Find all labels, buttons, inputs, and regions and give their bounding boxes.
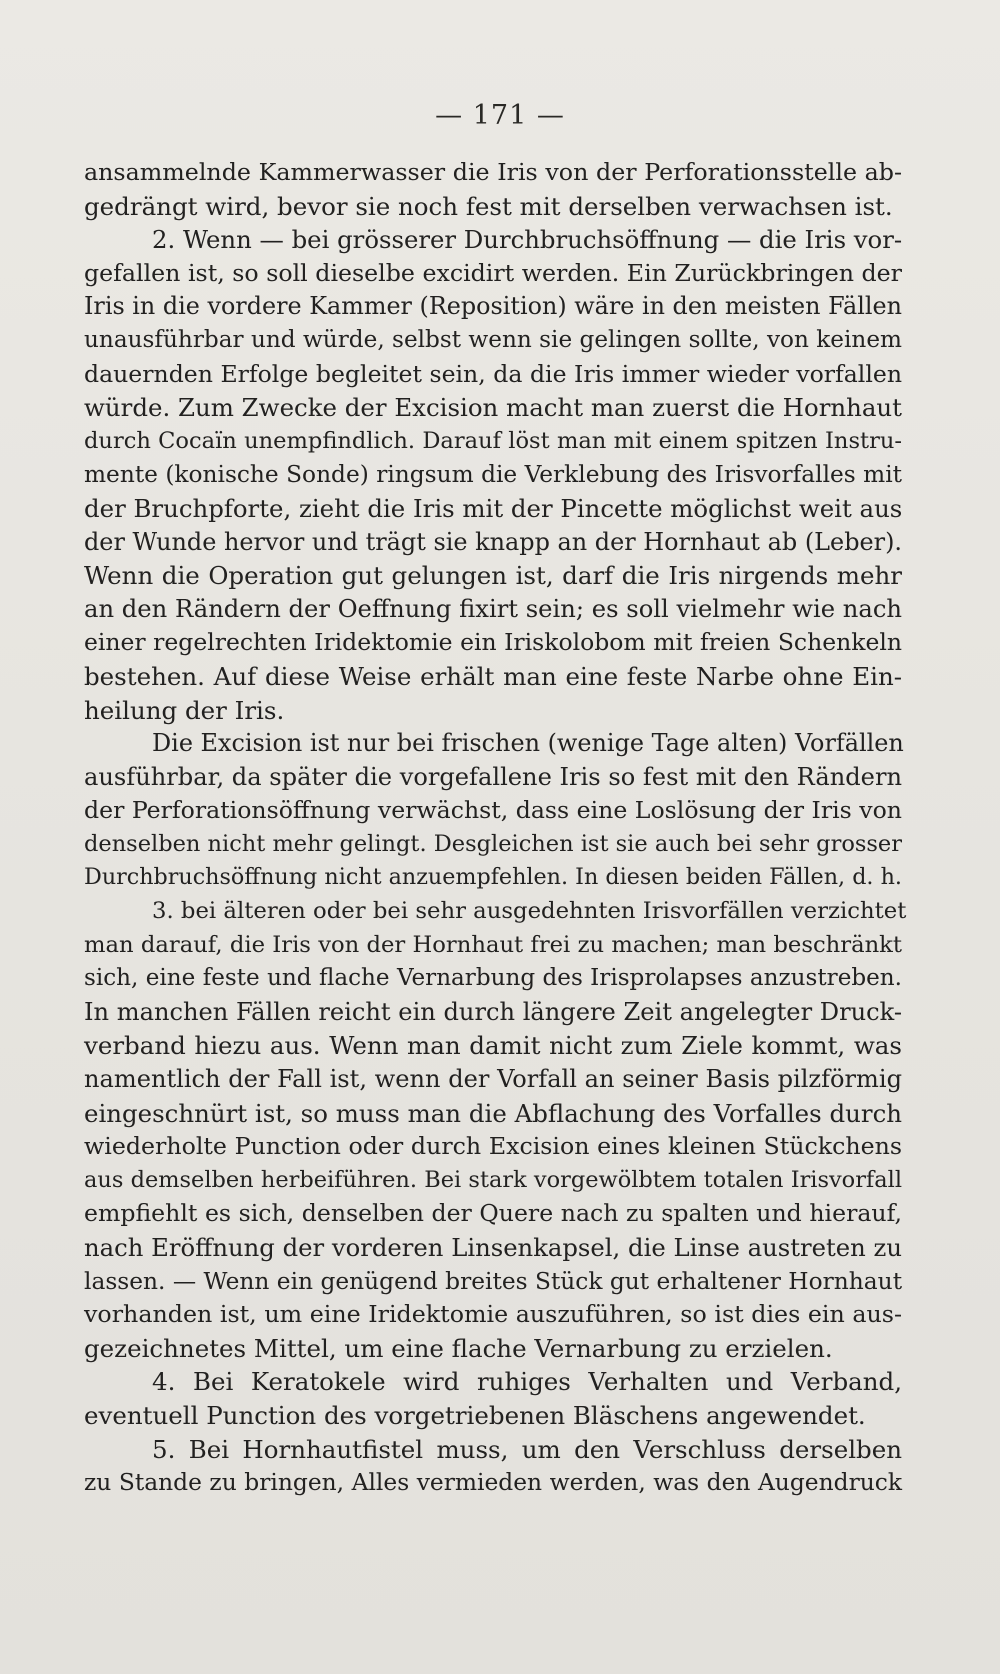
text-line: heilung der Iris. bbox=[84, 695, 285, 725]
text-line: aus demselben herbeiführen. Bei stark vorgewölbtem totalen Irisvorfall bbox=[84, 1166, 902, 1193]
text-line: man darauf, die Iris von der Hornhaut frei zu machen; man beschränkt bbox=[84, 931, 902, 958]
text-line: In manchen Fällen reicht ein durch längere Zeit angelegter Druck- bbox=[84, 997, 902, 1026]
text-line: Wenn die Operation gut gelungen ist, darf die Iris nirgends mehr bbox=[84, 561, 902, 591]
text-line: vorhanden ist, um eine Iridektomie auszuführen, so ist dies ein aus- bbox=[84, 1300, 902, 1329]
text-line: der Perforationsöffnung verwächst, dass eine Loslösung der Iris von bbox=[84, 796, 902, 825]
text-line: 2. Wenn — bei grösserer Durchbruchsöffnung — die Iris vor- bbox=[152, 225, 903, 255]
text-line: denselben nicht mehr gelingt. Desgleichen ist sie auch bei sehr grosser bbox=[84, 830, 902, 857]
text-line: gezeichnetes Mittel, um eine flache Vernarbung zu erzielen. bbox=[84, 1333, 833, 1363]
text-line: der Bruchpforte, zieht die Iris mit der Pincette möglichst weit aus bbox=[84, 493, 903, 523]
text-line: ansammelnde Kammerwasser die Iris von der Perforationsstelle ab- bbox=[84, 158, 902, 186]
text-line: empfiehlt es sich, denselben der Quere nach zu spalten und hierauf, bbox=[84, 1199, 902, 1228]
text-line: der Wunde hervor und trägt sie knapp an der Hornhaut ab (Leber). bbox=[84, 527, 902, 556]
text-line: einer regelrechten Iridektomie ein Iriskolobom mit freien Schenkeln bbox=[84, 628, 902, 657]
text-line: durch Cocaïn unempfindlich. Darauf löst man mit einem spitzen Instru- bbox=[84, 427, 902, 454]
text-line: an den Rändern der Oeffnung fixirt sein; es soll vielmehr wie nach bbox=[84, 594, 902, 623]
text-line: Iris in die vordere Kammer (Reposition) wäre in den meisten Fällen bbox=[84, 292, 902, 321]
text-line: verband hiezu aus. Wenn man damit nicht zum Ziele kommt, was bbox=[84, 1031, 902, 1061]
text-line: sich, eine feste und flache Vernarbung des Irisprolapses anzustreben. bbox=[84, 965, 902, 992]
text-line: lassen. — Wenn ein genügend breites Stück gut erhaltener Hornhaut bbox=[84, 1267, 903, 1295]
text-line: dauernden Erfolge begleitet sein, da die Iris immer wieder vorfallen bbox=[84, 359, 902, 388]
text-line: Durchbruchsöffnung nicht anzuempfehlen. In diesen beiden Fällen, d. h. bbox=[84, 864, 902, 891]
page-number: — 171 — bbox=[435, 100, 565, 131]
text-line: 3. bei älteren oder bei sehr ausgedehnten Irisvorfällen verzichtet bbox=[152, 898, 907, 925]
text-line: gedrängt wird, bevor sie noch fest mit derselben verwachsen ist. bbox=[84, 191, 893, 221]
text-line: nach Eröffnung der vorderen Linsenkapsel, die Linse austreten zu bbox=[84, 1233, 902, 1262]
text-line: eventuell Punction des vorgetriebenen Bläschens angewendet. bbox=[84, 1400, 866, 1430]
text-line: ausführbar, da später die vorgefallene Iris so fest mit den Rändern bbox=[84, 762, 902, 791]
text-line: 5. Bei Hornhautfistel muss, um den Verschluss derselben bbox=[152, 1434, 902, 1464]
text-line: würde. Zum Zwecke der Excision macht man zuerst die Hornhaut bbox=[84, 393, 902, 423]
text-line: Die Excision ist nur bei frischen (wenige Tage alten) Vorfällen bbox=[152, 729, 904, 758]
text-line: mente (konische Sonde) ringsum die Verklebung des Irisvorfalles mit bbox=[84, 461, 902, 489]
text-line: 4. Bei Keratokele wird ruhiges Verhalten und Verband, bbox=[152, 1367, 902, 1397]
text-line: gefallen ist, so soll dieselbe excidirt werden. Ein Zurückbringen der bbox=[84, 258, 902, 287]
text-line: unausführbar und würde, selbst wenn sie gelingen sollte, von keinem bbox=[84, 326, 902, 353]
text-line: namentlich der Fall ist, wenn der Vorfall an seiner Basis pilzförmig bbox=[84, 1065, 902, 1094]
text-line: zu Stande zu bringen, Alles vermieden werden, was den Augendruck bbox=[84, 1468, 902, 1497]
text-line: wiederholte Punction oder durch Excision eines kleinen Stückchens bbox=[84, 1132, 902, 1161]
text-line: eingeschnürt ist, so muss man die Abflachung des Vorfalles durch bbox=[84, 1098, 902, 1128]
text-line: bestehen. Auf diese Weise erhält man eine feste Narbe ohne Ein- bbox=[84, 661, 902, 691]
body-text bbox=[84, 156, 907, 1500]
